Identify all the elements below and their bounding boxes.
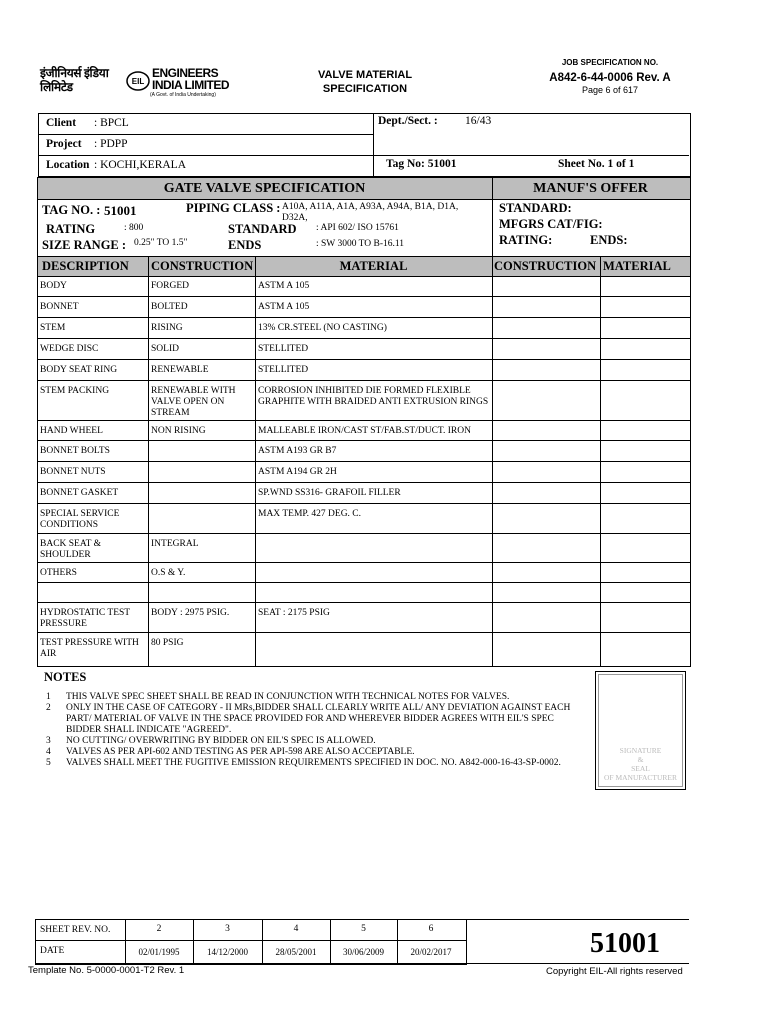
rev-date: 02/01/1995 [138, 947, 180, 957]
doc-title-line-2: SPECIFICATION [322, 83, 408, 95]
manuf-offer-title: MANUF'S OFFER [533, 181, 648, 196]
row-construction: RISING [151, 323, 183, 333]
note-item [40, 747, 585, 758]
manuf-construction-cell[interactable] [494, 462, 601, 482]
note-number: 3 [46, 736, 51, 746]
table-row [38, 318, 690, 339]
manuf-rating-label: RATING: [499, 233, 553, 247]
manuf-construction-cell[interactable] [494, 534, 601, 562]
logo-tagline: (A Govt. of India Undertaking) [150, 92, 216, 98]
row-description: BONNET [40, 302, 79, 312]
row-material: ASTM A194 GR 2H [258, 467, 337, 477]
row-description: HAND WHEEL [40, 426, 103, 436]
row-description: STEM [40, 323, 66, 333]
row-construction: NON RISING [151, 426, 206, 436]
standard-value: : API 602/ ISO 15761 [316, 223, 399, 233]
row-material: ASTM A193 GR B7 [258, 446, 337, 456]
table-row [38, 504, 690, 534]
seal-line-1: SIGNATURE [619, 746, 662, 755]
manuf-material-cell[interactable] [602, 360, 689, 380]
manuf-material-cell[interactable] [602, 504, 689, 533]
manuf-material-cell[interactable] [602, 276, 689, 296]
rev-number: 6 [428, 924, 434, 934]
col-material: MATERIAL [339, 259, 408, 273]
row-description: OTHERS [40, 568, 77, 578]
row-description: BACK SEAT & SHOULDER [40, 539, 102, 560]
document-title [300, 68, 430, 96]
ends-label: ENDS [228, 238, 262, 252]
valve-spec-table [37, 276, 691, 667]
manuf-material-cell[interactable] [602, 462, 689, 482]
seal-line-4: OF MANUFACTURER [604, 773, 677, 782]
row-description: STEM PACKING [40, 386, 110, 396]
dept-value: 16/43 [465, 115, 492, 127]
notes-title: NOTES [44, 670, 87, 684]
page-number: Page 6 of 617 [581, 85, 639, 95]
job-spec-number: A842-6-44-0006 Rev. A [549, 72, 671, 84]
row-construction: 80 PSIG [151, 638, 184, 648]
copyright: Copyright EIL-All rights reserved [546, 966, 683, 977]
note-text: ONLY IN THE CASE OF CATEGORY - II MRs,BIDDER SHALL CLEARLY WRITE ALL/ ANY DEVIATION AGAINST EACH PART/ MATERIAL OF VALVE IN THE SPACE PROVIDED FOR AND WHEREVER BIDDER AGREES WITH EIL'S SPEC BIDDER SHALL INDICATE "AGREED". [66, 703, 571, 735]
table-row [38, 462, 690, 483]
col-description: DESCRIPTION [42, 259, 129, 273]
table-row [38, 421, 690, 441]
big-tag-number: 51001 [590, 928, 660, 959]
note-item [40, 692, 585, 703]
tag-no-value: 51001 [104, 203, 137, 218]
manuf-material-cell[interactable] [602, 534, 689, 562]
project-label: Project [46, 138, 82, 150]
rev-number: 5 [361, 924, 366, 934]
logo-english-2: INDIA LIMITED [152, 78, 230, 92]
sheet-no: Sheet No. 1 of 1 [558, 158, 635, 170]
eil-emblem-icon [126, 69, 150, 93]
logo-hindi-text: इंजीनियर्स इंडिया लिमिटेड [40, 66, 109, 94]
svg-text:EIL: EIL [131, 77, 145, 86]
note-text: THIS VALVE SPEC SHEET SHALL BE READ IN CONJUNCTION WITH TECHNICAL NOTES FOR VALVES. [66, 692, 510, 702]
manuf-construction-cell[interactable] [494, 276, 601, 296]
location-label: Location [46, 159, 90, 171]
manuf-material-cell[interactable] [602, 563, 689, 582]
piping-class-value-2: D32A, [282, 213, 308, 223]
col-manuf-construction: CONSTRUCTION [494, 259, 597, 273]
size-range-label: SIZE RANGE : [42, 238, 127, 252]
manuf-construction-cell[interactable] [494, 633, 601, 663]
table-row [38, 603, 690, 633]
manuf-construction-cell[interactable] [494, 381, 601, 420]
table-row [38, 583, 690, 603]
rating-label: RATING [46, 222, 96, 236]
project-value: : PDPP [94, 138, 128, 150]
job-spec-label: JOB SPECIFICATION NO. [561, 58, 659, 67]
row-material: SEAT : 2175 PSIG [258, 608, 330, 618]
manuf-material-cell[interactable] [602, 441, 689, 461]
row-material: 13% CR.STEEL (NO CASTING) [258, 323, 387, 333]
tag-no-label: TAG NO. : [42, 203, 101, 217]
rev-number: 4 [293, 924, 299, 934]
rev-date: 28/05/2001 [275, 947, 317, 957]
row-description: TEST PRESSURE WITH AIR [40, 638, 139, 659]
row-material: SP.WND SS316- GRAFOIL FILLER [258, 488, 401, 498]
notes-list [40, 692, 585, 769]
note-text: VALVES SHALL MEET THE FUGITIVE EMISSION REQUIREMENTS SPECIFIED IN DOC. NO. A842-000-16-43-SP-0002. [66, 758, 561, 768]
manuf-construction-cell[interactable] [494, 339, 601, 359]
manuf-construction-cell[interactable] [494, 360, 601, 380]
row-description: HYDROSTATIC TEST PRESSURE [40, 608, 130, 629]
manuf-construction-cell[interactable] [494, 563, 601, 582]
manuf-material-cell[interactable] [602, 583, 689, 602]
row-description: BONNET GASKET [40, 488, 119, 498]
note-number: 4 [46, 747, 51, 757]
table-row [38, 534, 690, 563]
rev-date: 20/02/2017 [410, 947, 452, 957]
manuf-construction-cell[interactable] [494, 421, 601, 440]
col-manuf-material: MATERIAL [603, 259, 671, 273]
manuf-material-cell[interactable] [602, 483, 689, 503]
table-row [38, 483, 690, 504]
manuf-construction-cell[interactable] [494, 318, 601, 338]
table-row [38, 276, 690, 297]
table-row [38, 360, 690, 381]
spec-title: GATE VALVE SPECIFICATION [163, 181, 366, 196]
logo-english-1: ENGINEERS [152, 66, 219, 80]
row-construction: O.S & Y. [151, 568, 186, 578]
manuf-material-cell[interactable] [602, 633, 689, 663]
note-item [40, 736, 585, 747]
client-value: : BPCL [94, 117, 129, 129]
table-row [38, 297, 690, 318]
table-row [38, 563, 690, 583]
manuf-construction-cell[interactable] [494, 297, 601, 317]
rating-value: : 800 [124, 223, 144, 233]
table-row [38, 339, 690, 360]
note-number: 1 [46, 692, 51, 702]
row-construction: BODY : 2975 PSIG. [151, 608, 230, 618]
table-row [38, 381, 690, 421]
tag-no-info: Tag No: 51001 [386, 158, 457, 170]
manuf-construction-cell[interactable] [494, 583, 601, 602]
manuf-construction-cell[interactable] [494, 441, 601, 461]
manuf-material-cell[interactable] [602, 421, 689, 440]
manuf-construction-cell[interactable] [494, 504, 601, 533]
row-construction: BOLTED [151, 302, 188, 312]
manuf-standard-label: STANDARD: [499, 201, 572, 215]
job-spec-block [520, 58, 700, 95]
client-label: Client [46, 117, 77, 129]
manuf-material-cell[interactable] [602, 603, 689, 632]
manuf-material-cell[interactable] [602, 297, 689, 317]
manuf-material-cell[interactable] [602, 318, 689, 338]
size-range-value: 0.25" TO 1.5" [134, 238, 188, 248]
row-material: CORROSION INHIBITED DIE FORMED FLEXIBLE GRAPHITE WITH BRAIDED ANTI EXTRUSION RINGS [258, 386, 489, 407]
seal-line-3: SEAL [631, 764, 650, 773]
manuf-construction-cell[interactable] [494, 603, 601, 632]
row-material: STELLITED [258, 344, 309, 354]
standard-label: STANDARD [228, 222, 297, 236]
table-row [38, 633, 690, 663]
date-label: DATE [40, 946, 65, 956]
table-row [38, 441, 690, 462]
col-construction: CONSTRUCTION [151, 259, 254, 273]
row-construction: INTEGRAL [151, 539, 199, 549]
row-construction: SOLID [151, 344, 179, 354]
row-description: BONNET BOLTS [40, 446, 110, 456]
manuf-mfgrs-label: MFGRS CAT/FIG: [499, 217, 603, 231]
dept-label: Dept./Sect. : [378, 115, 438, 127]
rev-label: SHEET REV. NO. [40, 925, 111, 935]
rev-number: 3 [225, 924, 230, 934]
manuf-ends-label: ENDS: [590, 233, 628, 247]
row-description: BONNET NUTS [40, 467, 106, 477]
note-number: 2 [46, 703, 51, 713]
rev-date: 30/06/2009 [342, 947, 384, 957]
row-construction: FORGED [151, 281, 190, 291]
ends-value: : SW 3000 TO B-16.11 [316, 239, 405, 249]
row-construction: RENEWABLE WITH VALVE OPEN ON STREAM [151, 386, 236, 418]
row-material: MALLEABLE IRON/CAST ST/FAB.ST/DUCT. IRON [258, 426, 471, 436]
row-material: ASTM A 105 [258, 302, 310, 312]
row-construction: RENEWABLE [151, 365, 209, 375]
eil-logo [40, 66, 240, 102]
seal-line-2: & [637, 755, 644, 764]
row-material: MAX TEMP. 427 DEG. C. [258, 509, 362, 519]
template-number: Template No. 5-0000-0001-T2 Rev. 1 [28, 965, 185, 976]
row-material: STELLITED [258, 365, 309, 375]
note-number: 5 [46, 758, 51, 768]
piping-class-label: PIPING CLASS : [186, 201, 281, 215]
signature-seal-box [595, 671, 686, 790]
row-material: ASTM A 105 [258, 281, 310, 291]
piping-class-value: A10A, A11A, A1A, A93A, A94A, B1A, D1A, [282, 202, 459, 212]
manuf-material-cell[interactable] [602, 339, 689, 359]
note-item [40, 758, 585, 769]
note-text: NO CUTTING/ OVERWRITING BY BIDDER ON EIL'S SPEC IS ALLOWED. [66, 736, 376, 746]
manuf-construction-cell[interactable] [494, 483, 601, 503]
row-description: BODY SEAT RING [40, 365, 118, 375]
row-description: WEDGE DISC [40, 344, 99, 354]
rev-date: 14/12/2000 [206, 947, 248, 957]
manuf-material-cell[interactable] [602, 381, 689, 420]
seal-text [596, 746, 685, 782]
note-item [40, 703, 585, 736]
doc-title-line-1: VALVE MATERIAL [317, 69, 413, 81]
row-description: SPECIAL SERVICE CONDITIONS [40, 509, 120, 530]
note-text: VALVES AS PER API-602 AND TESTING AS PER API-598 ARE ALSO ACCEPTABLE. [66, 747, 415, 757]
rev-number: 2 [156, 924, 162, 934]
row-description: BODY [40, 281, 67, 291]
location-value: : KOCHI,KERALA [94, 159, 186, 171]
